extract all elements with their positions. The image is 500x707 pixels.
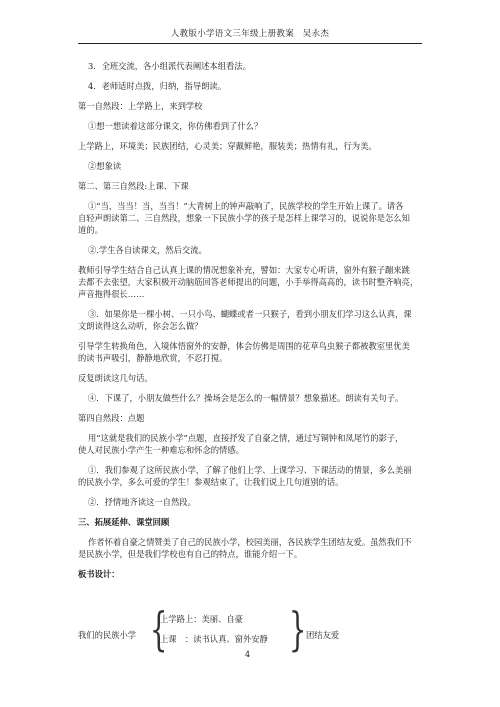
- section-heading: 第二、第三自然段:上课、下课: [78, 181, 189, 191]
- paragraph-line: ①“当，当当！当，当当！”大青树上的钟声敲响了，民族学校的学生开始上课了。请各: [88, 201, 404, 211]
- right-brace: }: [288, 602, 307, 656]
- left-brace: {: [149, 602, 168, 656]
- paragraph-line: 反复朗读这几句话。: [78, 373, 153, 383]
- header-rule: [78, 43, 422, 44]
- diagram-item-2: 上课 ：读书认真、窗外安静: [160, 634, 268, 644]
- paragraph-line: 的民族小学，多么可爱的学生！参观结束了，让我们说上几句道别的话。: [78, 477, 344, 487]
- paragraph-line: 声音拖得很长……: [78, 289, 145, 299]
- section-heading: 三、拓展延伸、课堂回顾: [78, 517, 170, 527]
- paragraph-line: ④．下课了，小朋友做些什么？操场会是怎么的一幅情景？想象描述。朗读有关句子。: [88, 393, 404, 403]
- paragraph-line: 上学路上，环境美；民族团结，心灵美；穿戴鲜艳，服装美；热情有礼，行为美。: [78, 141, 377, 151]
- paragraph-line: 是民族小学，但是我们学校也有自己的特点，谁能介绍一下。: [78, 549, 303, 559]
- paragraph-line: 教师引导学生结合自己认真上课的情况想象补充，譬如：大家专心听讲，窗外有猴子蹦来跳: [78, 265, 410, 275]
- paragraph-line: 4．老师适时点拨，归纳，指导朗读。: [88, 81, 227, 91]
- paragraph-line: 的读书声吸引，静静地欣赏，不忍打搅。: [78, 353, 228, 363]
- diagram-result-label: 团结友爱: [306, 630, 340, 640]
- page-number: 4: [245, 650, 251, 659]
- paragraph-line: 使人对民族小学产生一种难忘和怀念的情感。: [78, 445, 244, 455]
- paragraph-line: ②.学生各自读课文，然后交流。: [88, 245, 207, 255]
- page-header: 人教版小学语文三年级上册教案 吴永杰: [170, 29, 330, 39]
- paragraph-line: ①．我们参观了这所民族小学，了解了他们上学、上课学习、下课活动的情景，多么美丽: [88, 465, 412, 475]
- board-design-heading: 板书设计：: [78, 569, 120, 579]
- board-diagram: [78, 598, 422, 658]
- paragraph-line: ②．抒情地齐读这一自然段。: [88, 497, 196, 507]
- section-heading: 第四自然段：点题: [78, 413, 145, 423]
- paragraph-line: ②想象读: [88, 161, 122, 171]
- paragraph-line: 去都不去张望，大家积极开动脑筋回答老师提出的问题，小手举得高高的，读书时整齐响亮，: [78, 277, 419, 287]
- paragraph-line: ①想一想读着这部分课文，你仿佛看到了什么？: [88, 121, 263, 131]
- paragraph-line: 3．全班交流，各小组派代表阐述本组看法。: [88, 61, 251, 71]
- paragraph-line: 自轻声朗读第二、三自然段，想象一下民族小学的孩子是怎样上课学习的，说说你是怎么知: [78, 213, 410, 223]
- paragraph-line: ③．如果你是一棵小树、一只小鸟、蝴蝶或者一只猴子，看到小朋友们学习这么认真，课: [88, 309, 412, 319]
- diagram-root-label: 我们的民族小学: [78, 630, 137, 640]
- paragraph-line: 用“这就是我们的民族小学”点题，直接抒发了自豪之情，通过写铜钟和凤尾竹的影子，: [88, 433, 404, 443]
- diagram-item-1: 上学路上：美丽、自豪: [160, 614, 243, 624]
- paragraph-line: 引导学生转换角色，入境体悟窗外的安静，体会仿佛是周围的花草鸟虫猴子都被教室里优美: [78, 341, 410, 351]
- paragraph-line: 文朗读得这么动听，你会怎么做？: [78, 321, 203, 331]
- paragraph-line: 作者怀着自豪之情赞美了自己的民族小学，校园美丽，各民族学生团结友爱。虽然我们不: [88, 537, 412, 547]
- paragraph-line: 道的。: [78, 225, 103, 235]
- section-heading: 第一自然段：上学路上，来到学校: [78, 101, 203, 111]
